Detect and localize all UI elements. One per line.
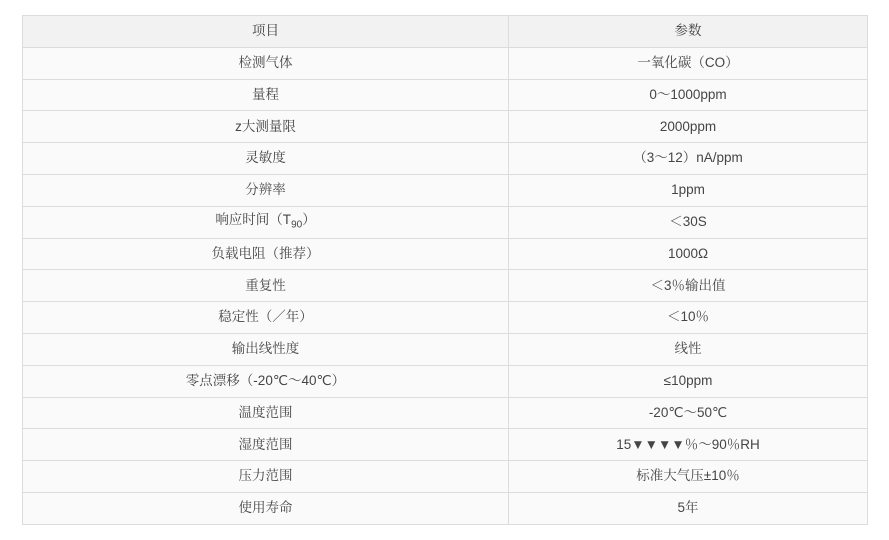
table-row (23, 111, 868, 143)
table-row (23, 238, 868, 270)
row-label: 量程 (23, 79, 509, 111)
row-value: 一氧化碳（CO） (509, 47, 868, 79)
row-value: ＜3％输出值 (509, 270, 868, 302)
table-row (23, 397, 868, 429)
row-value: 2000ppm (509, 111, 868, 143)
column-header-item: 项目 (23, 16, 509, 48)
row-label: 零点漂移（-20℃～40℃） (23, 365, 509, 397)
row-label: 灵敏度 (23, 143, 509, 175)
table-row (23, 302, 868, 334)
row-value: ＜30S (509, 206, 868, 238)
row-label: 温度范围 (23, 397, 509, 429)
row-value: 线性 (509, 333, 868, 365)
row-label: 使用寿命 (23, 492, 509, 524)
table-row (23, 270, 868, 302)
row-label: 检测气体 (23, 47, 509, 79)
row-value: 1000Ω (509, 238, 868, 270)
table-row (23, 143, 868, 175)
row-value: 标准大气压±10％ (509, 461, 868, 493)
table-header-row (23, 16, 868, 48)
row-label: 重复性 (23, 270, 509, 302)
table-row (23, 47, 868, 79)
table-row (23, 429, 868, 461)
row-label: z大测量限 (23, 111, 509, 143)
row-value: -20℃～50℃ (509, 397, 868, 429)
row-label: 湿度范围 (23, 429, 509, 461)
table-row (23, 365, 868, 397)
table-row (23, 461, 868, 493)
column-header-parameter: 参数 (509, 16, 868, 48)
row-label: 负载电阻（推荐） (23, 238, 509, 270)
row-label: 响应时间$(T_{90})$ (23, 206, 509, 238)
row-value: 0～1000ppm (509, 79, 868, 111)
table-body (23, 16, 868, 525)
row-label: 压力范围 (23, 461, 509, 493)
table-row (23, 206, 868, 238)
row-value: （3～12）nA/ppm (509, 143, 868, 175)
table-row (23, 492, 868, 524)
row-value: 1ppm (509, 174, 868, 206)
row-value: ≤10ppm (509, 365, 868, 397)
row-label: 稳定性（／年） (23, 302, 509, 334)
row-label: 输出线性度 (23, 333, 509, 365)
specification-table (22, 15, 868, 525)
row-label: 分辨率 (23, 174, 509, 206)
table-row (23, 174, 868, 206)
row-value: ＜10％ (509, 302, 868, 334)
table-row (23, 333, 868, 365)
table-row (23, 79, 868, 111)
row-value: 15▼▼▼▼％～90％RH (509, 429, 868, 461)
row-value: 5年 (509, 492, 868, 524)
